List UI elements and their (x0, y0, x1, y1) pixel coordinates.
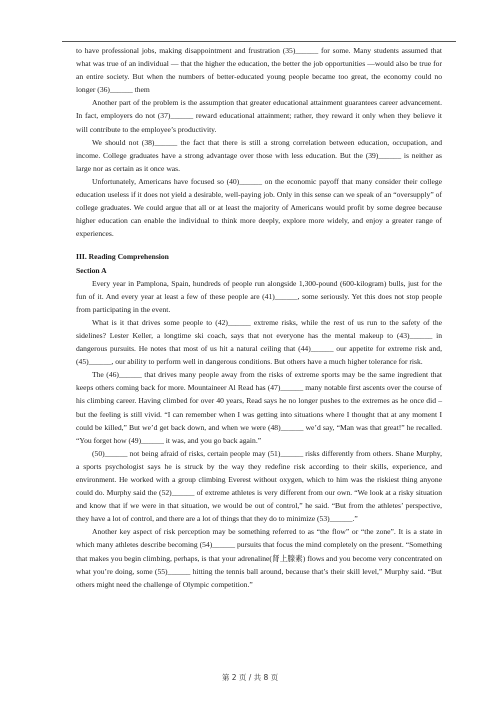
paragraph: Another part of the problem is the assumption that greater educational attainment guarantees career advancement. In fact, employers do not (37)______ reward educational attainment; rather, they reward it only when they believe it will contribute to the employee’s productivity. (76, 98, 442, 134)
reading-paragraph: Every year in Pamplona, Spain, hundreds of people run alongside 1,300-pound (600-kilogram) bulls, just for the fun of it. And every year at least a few of these people are (41)______, some seriously. Yet this does not stop people from participating in the event. (76, 278, 442, 314)
page-number: 第 2 页 / 共 8 页 (221, 673, 279, 682)
paragraph-continued: to have professional jobs, making disappointment and frustration (35)______ for some. Many students assumed that what was true of an individual — that the higher the education, the better the job opportunities —would also be true for an entire society. But when the numbers of better-educated young people became too great, the economy could no longer (36)______ them (76, 46, 442, 95)
spacer (76, 240, 442, 250)
reading-paragraph: (50)______ not being afraid of risks, certain people may (51)______ risks differently from others. Shane Murphy, a sports psychologist says he is struck by the way they redefine risk according to their skills, experience, and environment. He worked with a group climbing Everest without oxygen, which to him was the riskiest thing anyone could do. Murphy said the (52)______ of extreme athletes is very different from our own. “We look at a risky situation and know that if we were in that situation, we would be out of control,” he said. “But from the athletes’ perspective, they have a lot of control, and there are a lot of things that they do to minimize (53)______.” (76, 448, 442, 524)
reading-paragraph: What is it that drives some people to (42)______ extreme risks, while the rest of us run to the safety of the sidelines? Lester Keller, a longtime ski coach, says that not everyone has the mental makeup to (43)______ in dangerous pursuits. He notes that most of us hit a natural ceiling that (44)______ our appetite for extreme risk and, (45)______, our ability to perform well in dangerous conditions. But others have a much higher tolerance for risk. (76, 317, 442, 367)
section-heading: III. Reading Comprehension (76, 252, 169, 262)
paragraph: Unfortunately, Americans have focused so (40)______ on the economic payoff that many consider their college education useless if it does not yield a desirable, well-paying job. Only in this sense can we speak of an “oversupply” of college graduates. We could argue that all or at least the majority of Americans would profit by some degree because higher education can enable the individual to think more deeply, explore more widely, and enjoy a greater range of experiences. (76, 176, 442, 239)
paragraph: We should not (38)______ the fact that there is still a strong correlation between education, occupation, and income. College graduates have a strong advantage over those with less education. But the (39)______ is neither as large nor as certain as it once was. (76, 137, 442, 173)
page-body (76, 44, 442, 591)
subsection-heading: Section A (76, 265, 107, 275)
header-rule (62, 41, 456, 42)
reading-paragraph: Another key aspect of risk perception may be something referred to as “the flow” or “the zone”. It is a state in which many athletes describe becoming (54)______ pursuits that focus the mind completely on the present. “Something that makes you begin climbing, perhaps, is that your adrenaline(肾上腺素) flows and you become very concentrated on what you’re doing, some (55)______ hitting the tennis ball around, because that’s their skill level,” Murphy said. “But others might need the challenge of Olympic competition.” (76, 527, 442, 589)
reading-paragraph: The (46)______ that drives many people away from the risks of extreme sports may be the same ingredient that keeps others coming back for more. Mountaineer Al Read has (47)______ many notable first ascents over the course of his climbing career. Having climbed for over 40 years, Read says he no longer pushes to the extremes as he once did – but the feeling is still vivid. “I can remember when I was getting into situations where I thought that at any moment I could be killed,” But we’d get back down, and when we were (48)______ we’d say, “Man was that great!” he recalled. “You forget how (49)______ it was, and you go back again.” (76, 370, 442, 445)
